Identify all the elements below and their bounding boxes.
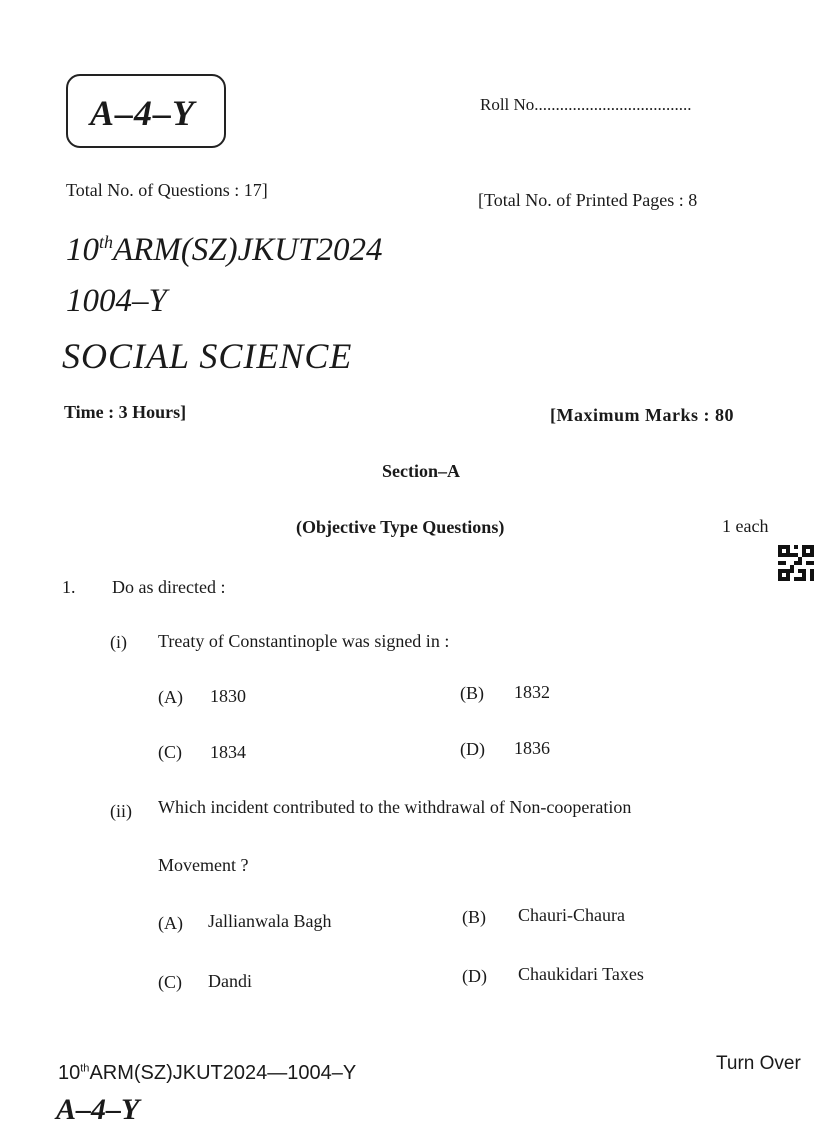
option-label: (C) bbox=[158, 742, 182, 762]
marks-each: 1 each bbox=[722, 516, 769, 536]
subquestion-text: Treaty of Constantinople was signed in : bbox=[158, 631, 450, 651]
subquestion-number: (i) bbox=[110, 632, 127, 652]
total-pages: [Total No. of Printed Pages : 8 bbox=[478, 190, 698, 210]
footer-paper-code: 10thARM(SZ)JKUT2024—1004–Y bbox=[58, 1062, 357, 1084]
roll-number-field: Roll No..................................... bbox=[480, 95, 692, 114]
option-label: (D) bbox=[460, 739, 485, 759]
section-subtitle: (Objective Type Questions) bbox=[296, 517, 505, 537]
question-text: Do as directed : bbox=[112, 577, 226, 597]
option-label: (C) bbox=[158, 972, 182, 992]
paper-code: 10thARM(SZ)JKUT2024 bbox=[66, 232, 383, 268]
time-limit: Time : 3 Hours] bbox=[64, 402, 187, 422]
option-label: (A) bbox=[158, 687, 183, 707]
option-text: 1836 bbox=[514, 738, 550, 758]
question-number: 1. bbox=[62, 577, 76, 597]
total-questions: Total No. of Questions : 17] bbox=[66, 180, 268, 200]
turn-over-note: Turn Over bbox=[716, 1053, 801, 1074]
paper-set-code: A–4–Y bbox=[90, 93, 196, 133]
footer-set-code: A–4–Y bbox=[56, 1093, 140, 1126]
option-label: (B) bbox=[462, 907, 486, 927]
option-text: 1832 bbox=[514, 682, 550, 702]
option-text: Chaukidari Taxes bbox=[518, 964, 644, 984]
subquestion-text: Which incident contributed to the withdrawal of Non-cooperation bbox=[158, 797, 632, 817]
qr-code-icon bbox=[778, 545, 814, 581]
subject-code: 1004–Y bbox=[66, 283, 167, 319]
option-label: (D) bbox=[462, 966, 487, 986]
option-label: (B) bbox=[460, 683, 484, 703]
option-text: 1834 bbox=[210, 742, 246, 762]
option-text: Jallianwala Bagh bbox=[208, 911, 332, 931]
subquestion-number: (ii) bbox=[110, 801, 132, 821]
subquestion-text-continued: Movement ? bbox=[158, 855, 249, 875]
maximum-marks: [Maximum Marks : 80 bbox=[550, 405, 734, 425]
option-text: Dandi bbox=[208, 971, 252, 991]
section-title: Section–A bbox=[382, 461, 460, 481]
option-label: (A) bbox=[158, 913, 183, 933]
option-text: Chauri-Chaura bbox=[518, 905, 625, 925]
subject-title: SOCIAL SCIENCE bbox=[62, 336, 353, 376]
paper-set-box bbox=[66, 74, 226, 148]
option-text: 1830 bbox=[210, 686, 246, 706]
